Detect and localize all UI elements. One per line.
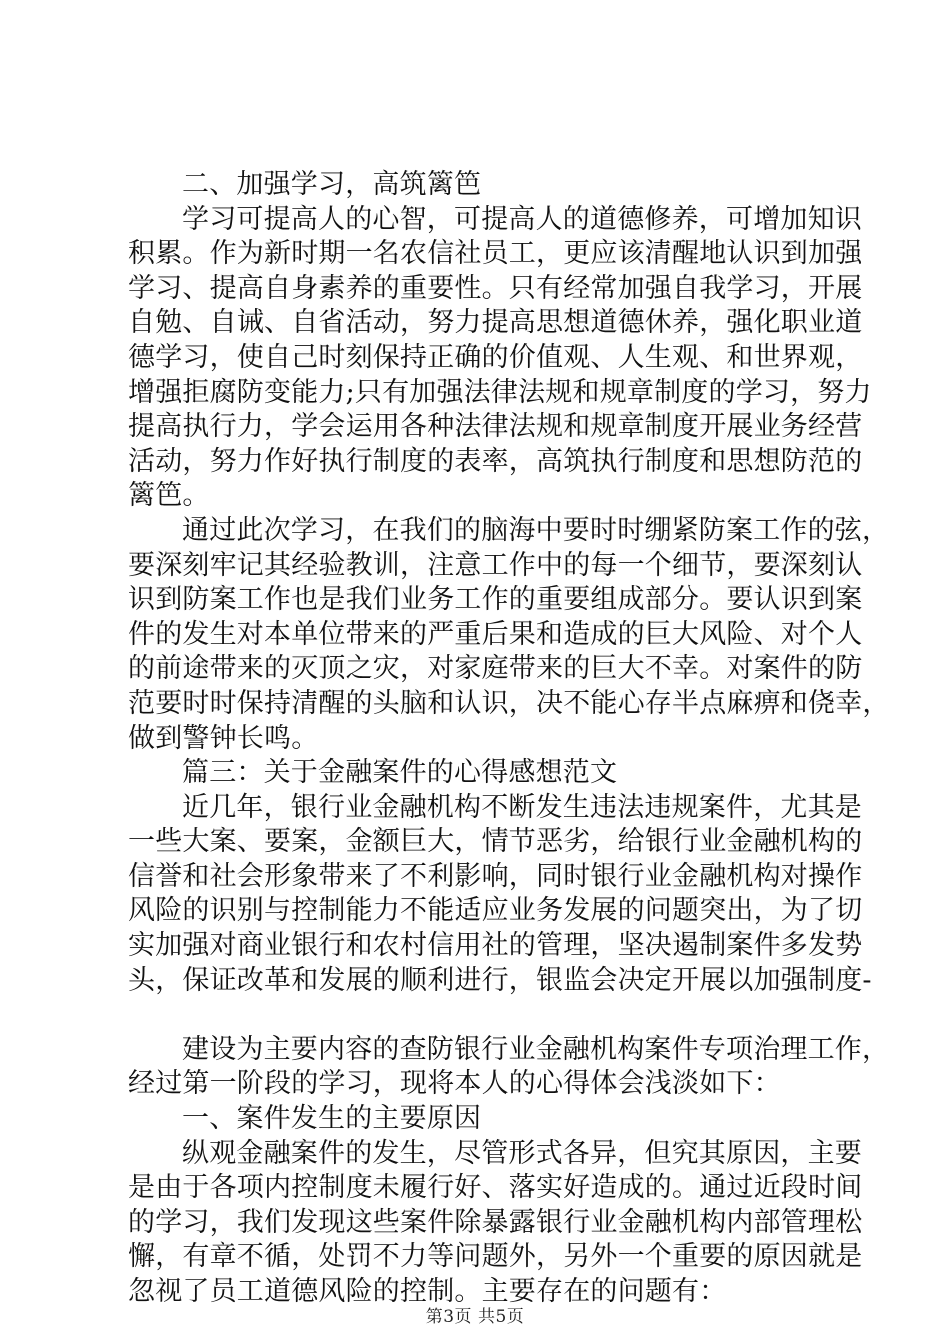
- paragraph-line: 忽视了员工道德风险的控制。主要存在的问题有：: [128, 1276, 727, 1307]
- paragraph-line: 头，保证改革和发展的顺利进行，银监会决定开展以加强制度-: [128, 964, 872, 996]
- blank-line: [128, 998, 840, 1033]
- paragraph-line: 范要时时保持清醒的头脑和认识，决不能心存半点麻痹和侥幸，: [128, 687, 890, 719]
- paragraph-line: 德学习，使自己时刻保持正确的价值观、人生观、和世界观，: [128, 341, 863, 373]
- document-body: [128, 168, 890, 1310]
- section-heading: 一、案件发生的主要原因: [182, 1103, 482, 1135]
- paragraph-line: 学习可提高人的心智，可提高人的道德修养，可增加知识: [182, 203, 862, 235]
- paragraph-line: 一些大案、要案，金额巨大，情节恶劣，给银行业金融机构的: [128, 826, 863, 858]
- paragraph-line: 活动，努力作好执行制度的表率，高筑执行制度和思想防范的: [128, 445, 863, 477]
- paragraph-line: 要深刻牢记其经验教训，注意工作中的每一个细节，要深刻认: [128, 549, 863, 581]
- paragraph-line: 懈，有章不循，处罚不力等问题外，另外一个重要的原因就是: [128, 1241, 863, 1273]
- page-footer: 第3页 共5页: [425, 1307, 525, 1327]
- paragraph-line: 的前途带来的灭顶之灾，对家庭带来的巨大不幸。对案件的防: [128, 653, 863, 685]
- paragraph-line: 增强拒腐防变能力;只有加强法律法规和规章制度的学习，努力: [128, 376, 872, 408]
- paragraph-line: 风险的识别与控制能力不能适应业务发展的问题突出，为了切: [128, 895, 863, 927]
- paragraph-line: 做到警钟长鸣。: [128, 722, 319, 754]
- paragraph-line: 提高执行力，学会运用各种法律法规和规章制度开展业务经营: [128, 411, 863, 443]
- paragraph-line: 识到防案工作也是我们业务工作的重要组成部分。要认识到案: [128, 584, 863, 616]
- paragraph-line: 近几年，银行业金融机构不断发生违法违规案件，尤其是: [182, 791, 862, 823]
- article-title: 篇三：关于金融案件的心得感想范文: [182, 757, 618, 789]
- paragraph-line: 的学习，我们发现这些案件除暴露银行业金融机构内部管理松: [128, 1206, 863, 1238]
- paragraph-line: 是由于各项内控制度未履行好、落实好造成的。通过近段时间: [128, 1172, 863, 1204]
- paragraph-line: 件的发生对本单位带来的严重后果和造成的巨大风险、对个人: [128, 618, 863, 650]
- paragraph-line: 经过第一阶段的学习，现将本人的心得体会浅淡如下：: [128, 1068, 781, 1100]
- paragraph-line: 篱笆。: [128, 480, 210, 512]
- paragraph-line: 建设为主要内容的查防银行业金融机构案件专项治理工作，: [182, 1033, 890, 1065]
- paragraph-line: 自勉、自诫、自省活动，努力提高思想道德休养，强化职业道: [128, 307, 863, 339]
- paragraph-line: 学习、提高自身素养的重要性。只有经常加强自我学习，开展: [128, 272, 863, 304]
- paragraph-line: 纵观金融案件的发生，尽管形式各异，但究其原因，主要: [182, 1137, 862, 1169]
- section-heading: 二、加强学习，高筑篱笆: [182, 169, 482, 200]
- paragraph-line: 通过此次学习，在我们的脑海中要时时绷紧防案工作的弦，: [182, 514, 890, 546]
- paragraph-line: 积累。作为新时期一名农信社员工，更应该清醒地认识到加强: [128, 238, 863, 270]
- paragraph-line: 实加强对商业银行和农村信用社的管理，坚决遏制案件多发势: [128, 930, 863, 962]
- paragraph-line: 信誉和社会形象带来了不利影响，同时银行业金融机构对操作: [128, 860, 863, 892]
